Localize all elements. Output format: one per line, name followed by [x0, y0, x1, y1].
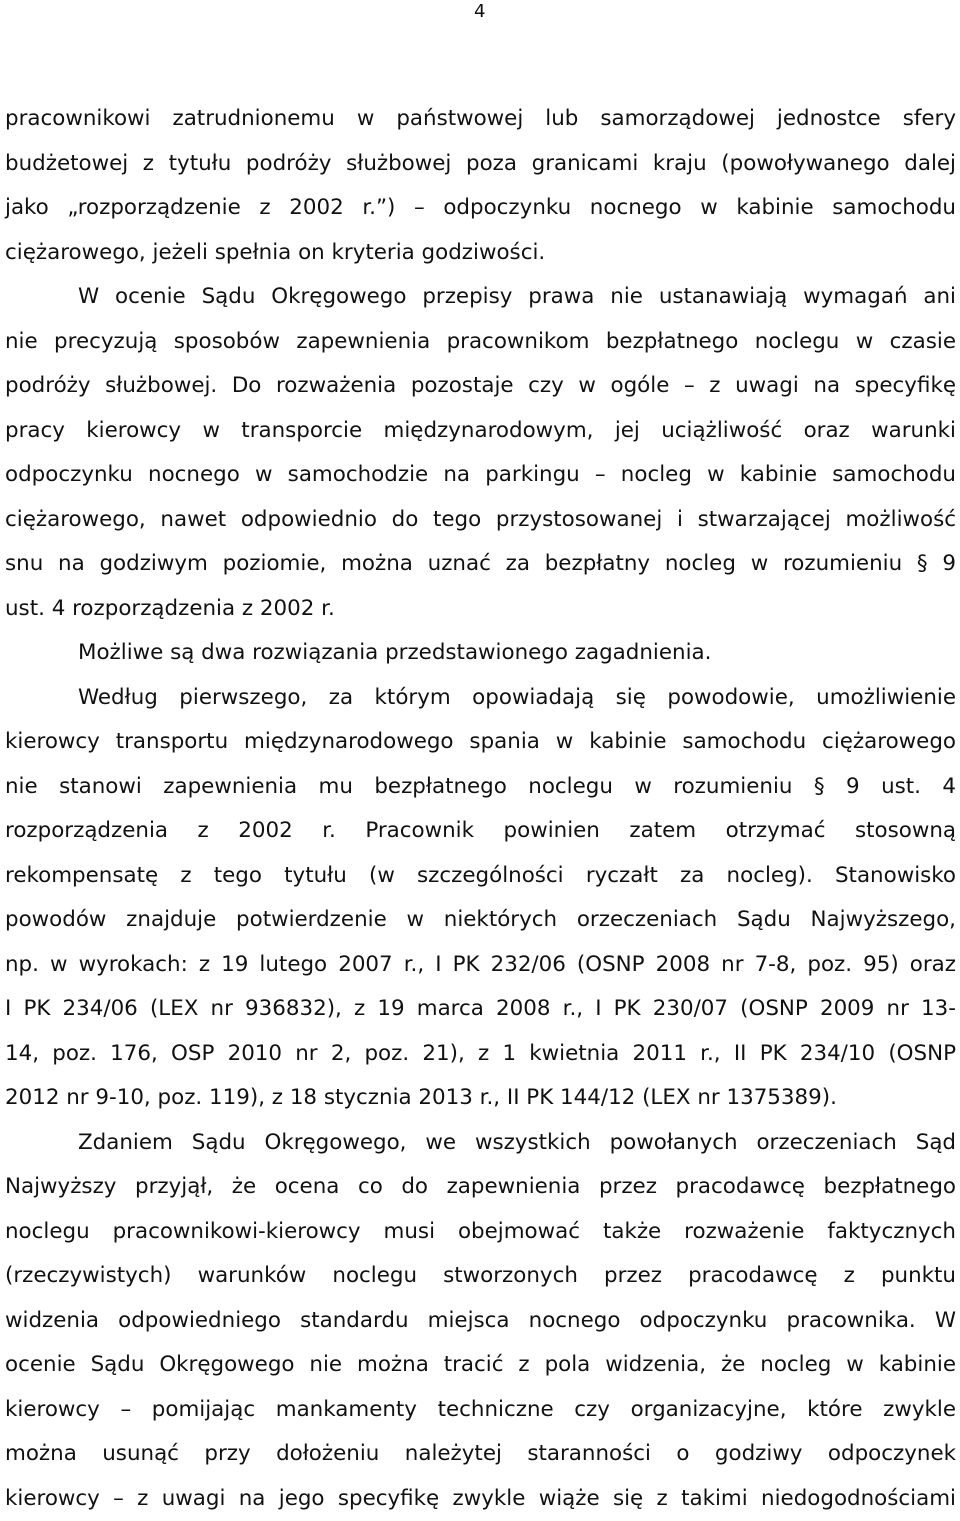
text-line: podróży służbowej. Do rozważenia pozostaje czy w ogóle – z uwagi na specyfikę [5, 364, 956, 409]
text-line: kierowcy transportu międzynarodowego spania w kabinie samochodu ciężarowego [5, 720, 956, 765]
text-line: noclegu pracownikowi-kierowcy musi obejmować także rozważenie faktycznych [5, 1210, 956, 1255]
text-line: ocenie Sądu Okręgowego nie można tracić z pola widzenia, że nocleg w kabinie [5, 1343, 956, 1388]
text-line: (rzeczywistych) warunków noclegu stworzonych przez pracodawcę z punktu [5, 1254, 956, 1299]
text-line: Zdaniem Sądu Okręgowego, we wszystkich powołanych orzeczeniach Sąd [5, 1121, 956, 1166]
text-line: pracownikowi zatrudnionemu w państwowej lub samorządowej jednostce sfery [5, 97, 956, 142]
text-line: ust. 4 rozporządzenia z 2002 r. [5, 587, 956, 632]
text-line: 14, poz. 176, OSP 2010 nr 2, poz. 21), z 1 kwietnia 2011 r., II PK 234/10 (OSNP [5, 1032, 956, 1077]
text-line: Najwyższy przyjął, że ocena co do zapewnienia przez pracodawcę bezpłatnego [5, 1165, 956, 1210]
page-number: 4 [474, 0, 485, 24]
text-line: W ocenie Sądu Okręgowego przepisy prawa nie ustanawiają wymagań ani [5, 275, 956, 320]
text-line: pracy kierowcy w transporcie międzynarodowym, jej uciążliwość oraz warunki [5, 409, 956, 454]
text-line: jako „rozporządzenie z 2002 r.”) – odpoczynku nocnego w kabinie samochodu [5, 186, 956, 231]
text-line: rekompensatę z tego tytułu (w szczególności ryczałt za nocleg). Stanowisko [5, 854, 956, 899]
text-line: rozporządzenia z 2002 r. Pracownik powinien zatem otrzymać stosowną [5, 809, 956, 854]
text-line: ciężarowego, jeżeli spełnia on kryteria godziwości. [5, 231, 956, 276]
text-line: ciężarowego, nawet odpowiednio do tego przystosowanej i stwarzającej możliwość [5, 498, 956, 543]
text-line: Możliwe są dwa rozwiązania przedstawionego zagadnienia. [5, 631, 956, 676]
text-line: nie stanowi zapewnienia mu bezpłatnego noclegu w rozumieniu § 9 ust. 4 [5, 765, 956, 810]
text-line: powodów znajduje potwierdzenie w niektórych orzeczeniach Sądu Najwyższego, [5, 898, 956, 943]
text-line: snu na godziwym poziomie, można uznać za bezpłatny nocleg w rozumieniu § 9 [5, 542, 956, 587]
text-line: widzenia odpowiedniego standardu miejsca nocnego odpoczynku pracownika. W [5, 1299, 956, 1344]
text-line: można usunąć przy dołożeniu należytej staranności o godziwy odpoczynek [5, 1432, 956, 1477]
text-line: nie precyzują sposobów zapewnienia pracownikom bezpłatnego noclegu w czasie [5, 320, 956, 365]
document-body [5, 97, 956, 1521]
text-line: kierowcy – z uwagi na jego specyfikę zwykle wiąże się z takimi niedogodnościami [5, 1477, 956, 1521]
text-line: np. w wyrokach: z 19 lutego 2007 r., I PK 232/06 (OSNP 2008 nr 7-8, poz. 95) oraz [5, 943, 956, 988]
text-line: I PK 234/06 (LEX nr 936832), z 19 marca 2008 r., I PK 230/07 (OSNP 2009 nr 13- [5, 987, 956, 1032]
text-line: Według pierwszego, za którym opowiadają się powodowie, umożliwienie [5, 676, 956, 721]
text-line: kierowcy – pomijając mankamenty techniczne czy organizacyjne, które zwykle [5, 1388, 956, 1433]
text-line: odpoczynku nocnego w samochodzie na parkingu – nocleg w kabinie samochodu [5, 453, 956, 498]
text-line: budżetowej z tytułu podróży służbowej poza granicami kraju (powoływanego dalej [5, 142, 956, 187]
text-line: 2012 nr 9-10, poz. 119), z 18 stycznia 2013 r., II PK 144/12 (LEX nr 1375389). [5, 1076, 956, 1121]
